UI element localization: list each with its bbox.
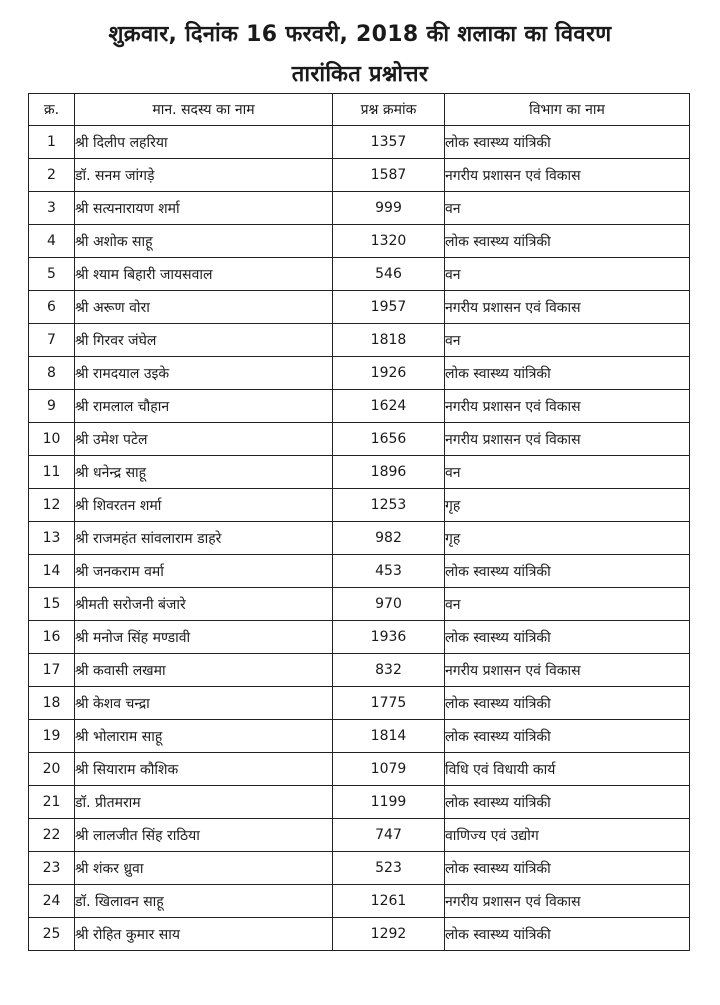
cell-member-name: डॉ. खिलावन साहू — [75, 885, 333, 918]
cell-question-number: 523 — [333, 852, 445, 885]
cell-member-name: श्री रोहित कुमार साय — [75, 918, 333, 951]
cell-department: वन — [445, 192, 690, 225]
cell-serial-number: 23 — [29, 852, 75, 885]
table-row — [29, 654, 690, 687]
table-row — [29, 159, 690, 192]
page-subtitle: तारांकित प्रश्नोत्तर — [291, 62, 429, 87]
cell-member-name: श्री राजमहंत सांवलाराम डाहरे — [75, 522, 333, 555]
table-row — [29, 489, 690, 522]
cell-question-number: 1253 — [333, 489, 445, 522]
table-row — [29, 621, 690, 654]
table-row — [29, 720, 690, 753]
cell-department: नगरीय प्रशासन एवं विकास — [445, 654, 690, 687]
cell-question-number: 1079 — [333, 753, 445, 786]
cell-serial-number: 16 — [29, 621, 75, 654]
cell-question-number: 1320 — [333, 225, 445, 258]
cell-department: लोक स्वास्थ्य यांत्रिकी — [445, 852, 690, 885]
cell-serial-number: 2 — [29, 159, 75, 192]
cell-question-number: 1199 — [333, 786, 445, 819]
cell-question-number: 1936 — [333, 621, 445, 654]
cell-member-name: श्री कवासी लखमा — [75, 654, 333, 687]
cell-department: वन — [445, 258, 690, 291]
table-row — [29, 357, 690, 390]
cell-serial-number: 21 — [29, 786, 75, 819]
cell-department: वन — [445, 456, 690, 489]
cell-serial-number: 22 — [29, 819, 75, 852]
table-row — [29, 852, 690, 885]
cell-member-name: श्री उमेश पटेल — [75, 423, 333, 456]
cell-member-name: डॉ. प्रीतमराम — [75, 786, 333, 819]
cell-serial-number: 15 — [29, 588, 75, 621]
cell-question-number: 1957 — [333, 291, 445, 324]
cell-member-name: डॉ. सनम जांगड़े — [75, 159, 333, 192]
cell-serial-number: 8 — [29, 357, 75, 390]
cell-department: नगरीय प्रशासन एवं विकास — [445, 390, 690, 423]
cell-serial-number: 12 — [29, 489, 75, 522]
cell-serial-number: 11 — [29, 456, 75, 489]
cell-member-name: श्री श्याम बिहारी जायसवाल — [75, 258, 333, 291]
table-row — [29, 456, 690, 489]
cell-department: लोक स्वास्थ्य यांत्रिकी — [445, 555, 690, 588]
table-row — [29, 753, 690, 786]
table-row — [29, 522, 690, 555]
cell-department: नगरीय प्रशासन एवं विकास — [445, 885, 690, 918]
table-row — [29, 126, 690, 159]
table-row — [29, 291, 690, 324]
cell-question-number: 1775 — [333, 687, 445, 720]
table-row — [29, 192, 690, 225]
cell-serial-number: 18 — [29, 687, 75, 720]
cell-question-number: 1896 — [333, 456, 445, 489]
cell-question-number: 1624 — [333, 390, 445, 423]
cell-serial-number: 1 — [29, 126, 75, 159]
cell-serial-number: 5 — [29, 258, 75, 291]
table-body — [29, 126, 690, 951]
cell-member-name: श्री रामलाल चौहान — [75, 390, 333, 423]
cell-question-number: 1818 — [333, 324, 445, 357]
table-row — [29, 390, 690, 423]
table-header-row — [29, 94, 690, 126]
table-row — [29, 819, 690, 852]
column-header-department: विभाग का नाम — [445, 94, 690, 126]
cell-department: नगरीय प्रशासन एवं विकास — [445, 159, 690, 192]
cell-serial-number: 4 — [29, 225, 75, 258]
column-header-member-name: मान. सदस्य का नाम — [75, 94, 333, 126]
cell-department: लोक स्वास्थ्य यांत्रिकी — [445, 687, 690, 720]
cell-question-number: 1587 — [333, 159, 445, 192]
cell-member-name: श्री दिलीप लहरिया — [75, 126, 333, 159]
table-row — [29, 225, 690, 258]
table-row — [29, 324, 690, 357]
cell-department: गृह — [445, 522, 690, 555]
cell-member-name: श्री मनोज सिंह मण्डावी — [75, 621, 333, 654]
table-row — [29, 786, 690, 819]
table-row — [29, 588, 690, 621]
cell-department: नगरीय प्रशासन एवं विकास — [445, 423, 690, 456]
cell-department: वन — [445, 588, 690, 621]
cell-member-name: श्री गिरवर जंघेल — [75, 324, 333, 357]
cell-department: लोक स्वास्थ्य यांत्रिकी — [445, 621, 690, 654]
cell-serial-number: 3 — [29, 192, 75, 225]
cell-department: वाणिज्य एवं उद्योग — [445, 819, 690, 852]
cell-serial-number: 25 — [29, 918, 75, 951]
column-header-serial: क्र. — [29, 94, 75, 126]
table-row — [29, 918, 690, 951]
cell-serial-number: 17 — [29, 654, 75, 687]
cell-serial-number: 19 — [29, 720, 75, 753]
cell-department: लोक स्वास्थ्य यांत्रिकी — [445, 720, 690, 753]
table-row — [29, 423, 690, 456]
cell-question-number: 1926 — [333, 357, 445, 390]
cell-question-number: 1656 — [333, 423, 445, 456]
cell-serial-number: 20 — [29, 753, 75, 786]
cell-member-name: श्री सियाराम कौशिक — [75, 753, 333, 786]
cell-member-name: श्री लालजीत सिंह राठिया — [75, 819, 333, 852]
cell-question-number: 453 — [333, 555, 445, 588]
table-row — [29, 555, 690, 588]
cell-question-number: 1357 — [333, 126, 445, 159]
cell-department: विधि एवं विधायी कार्य — [445, 753, 690, 786]
cell-member-name: श्रीमती सरोजनी बंजारे — [75, 588, 333, 621]
table-row — [29, 687, 690, 720]
cell-member-name: श्री जनकराम वर्मा — [75, 555, 333, 588]
cell-question-number: 747 — [333, 819, 445, 852]
cell-member-name: श्री केशव चन्द्रा — [75, 687, 333, 720]
cell-question-number: 1292 — [333, 918, 445, 951]
question-schedule-table — [28, 93, 690, 951]
cell-question-number: 970 — [333, 588, 445, 621]
cell-member-name: श्री रामदयाल उइके — [75, 357, 333, 390]
cell-department: लोक स्वास्थ्य यांत्रिकी — [445, 357, 690, 390]
cell-serial-number: 13 — [29, 522, 75, 555]
cell-member-name: श्री शंकर ध्रुवा — [75, 852, 333, 885]
cell-question-number: 1814 — [333, 720, 445, 753]
cell-question-number: 546 — [333, 258, 445, 291]
cell-department: गृह — [445, 489, 690, 522]
cell-question-number: 832 — [333, 654, 445, 687]
table-row — [29, 885, 690, 918]
cell-question-number: 999 — [333, 192, 445, 225]
cell-member-name: श्री धनेन्द्र साहू — [75, 456, 333, 489]
cell-question-number: 982 — [333, 522, 445, 555]
cell-serial-number: 24 — [29, 885, 75, 918]
cell-serial-number: 9 — [29, 390, 75, 423]
cell-member-name: श्री अरूण वोरा — [75, 291, 333, 324]
cell-question-number: 1261 — [333, 885, 445, 918]
cell-member-name: श्री सत्यनारायण शर्मा — [75, 192, 333, 225]
cell-serial-number: 7 — [29, 324, 75, 357]
cell-department: लोक स्वास्थ्य यांत्रिकी — [445, 918, 690, 951]
cell-serial-number: 10 — [29, 423, 75, 456]
cell-department: लोक स्वास्थ्य यांत्रिकी — [445, 126, 690, 159]
cell-serial-number: 6 — [29, 291, 75, 324]
cell-department: लोक स्वास्थ्य यांत्रिकी — [445, 225, 690, 258]
cell-department: नगरीय प्रशासन एवं विकास — [445, 291, 690, 324]
cell-serial-number: 14 — [29, 555, 75, 588]
cell-department: लोक स्वास्थ्य यांत्रिकी — [445, 786, 690, 819]
cell-member-name: श्री भोलाराम साहू — [75, 720, 333, 753]
table-row — [29, 258, 690, 291]
cell-member-name: श्री अशोक साहू — [75, 225, 333, 258]
page-title: शुक्रवार, दिनांक 16 फरवरी, 2018 की शलाका का विवरण — [108, 22, 612, 47]
cell-member-name: श्री शिवरतन शर्मा — [75, 489, 333, 522]
cell-department: वन — [445, 324, 690, 357]
column-header-question-number: प्रश्न क्रमांक — [333, 94, 445, 126]
